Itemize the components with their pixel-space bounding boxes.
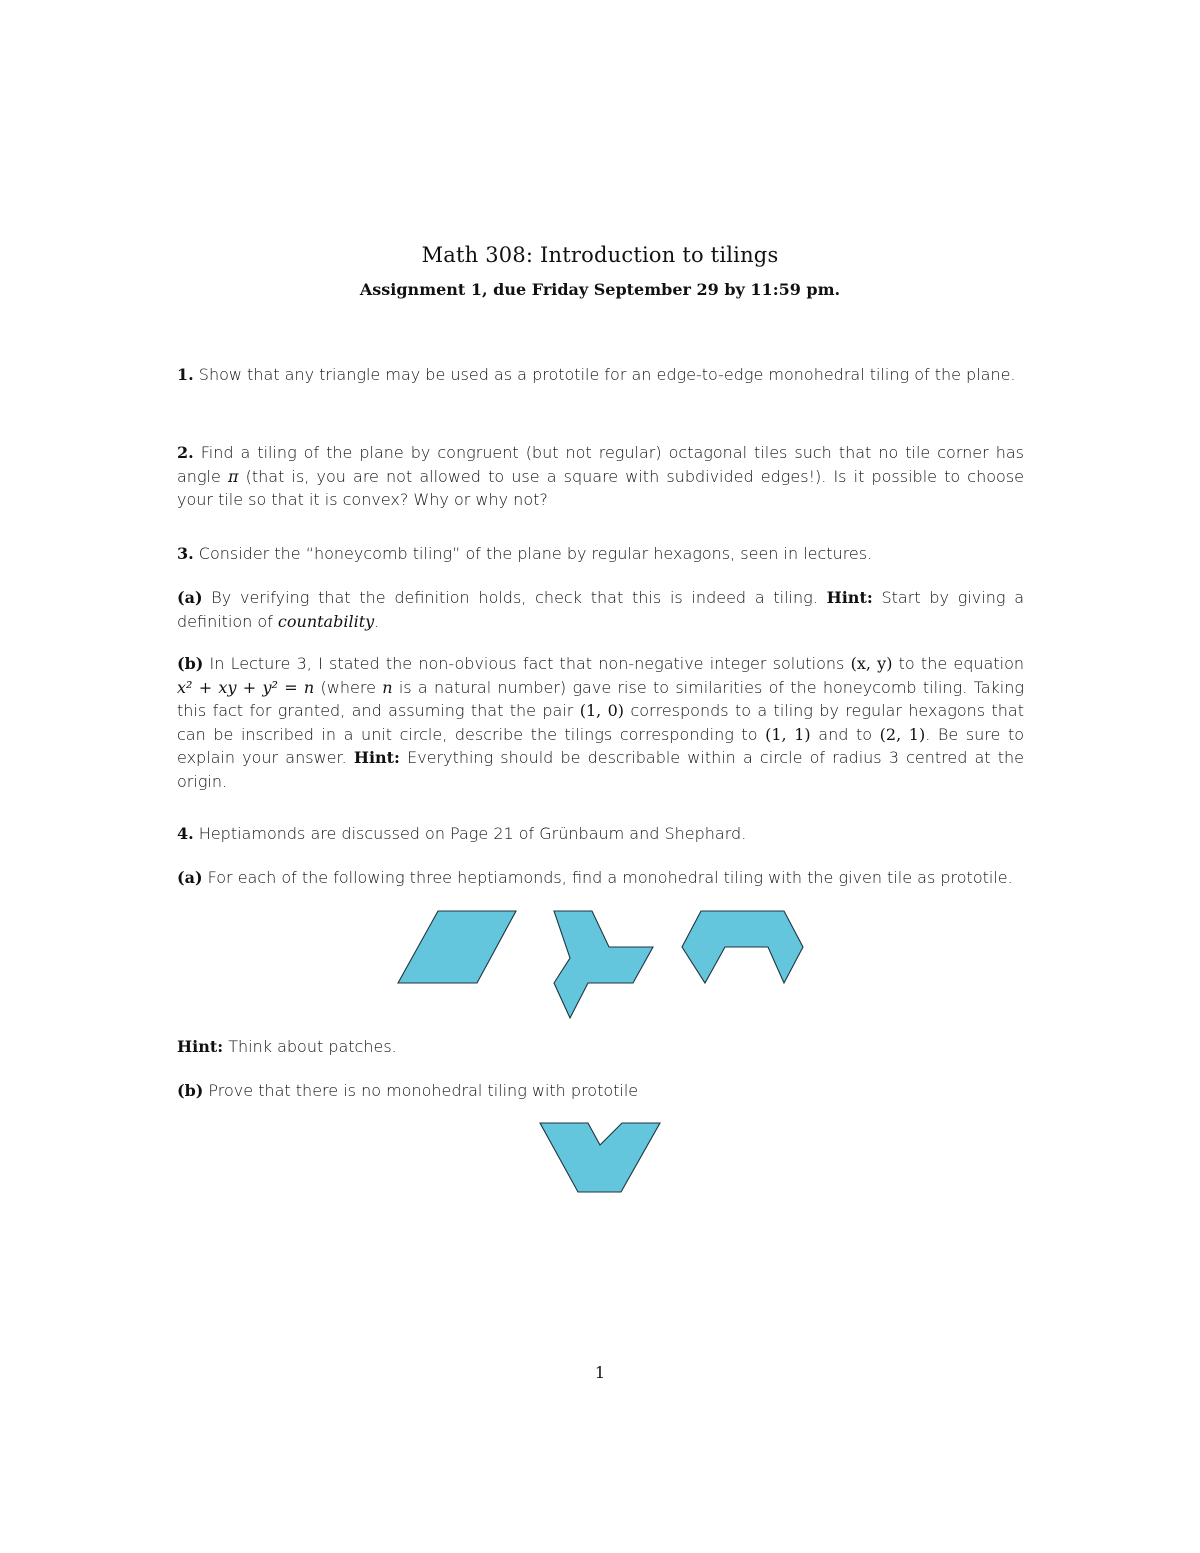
- problem-4-text: Heptiamonds are discussed on Page 21 of Grünbaum and Shephard.: [198, 824, 747, 843]
- problem-3-intro: [177, 542, 1024, 566]
- problem-1-text: Show that any triangle may be used as a prototile for an edge-to-edge monohedral tiling of the plane.: [198, 365, 1016, 384]
- problem-4-number: 4.: [177, 824, 194, 843]
- problem-3b-equation: x² + xy + y² = n: [177, 677, 315, 697]
- problem-4a: [177, 866, 1024, 890]
- problem-3b-hint-label: Hint:: [353, 748, 400, 767]
- problem-3b: [177, 652, 1024, 793]
- problem-3a-hint-end: .: [374, 611, 380, 631]
- problem-3a-hint-text: Start by giving a definition of: [177, 588, 1024, 631]
- heptiamond-tile-3: [682, 911, 803, 983]
- problem-3a-hint-label: Hint:: [826, 588, 873, 607]
- prototile-v-shape: [540, 1123, 660, 1192]
- problem-3b-label: (b): [177, 654, 204, 673]
- problem-2-pi: π: [227, 466, 239, 486]
- problem-1-number: 1.: [177, 365, 194, 384]
- problem-2-text-a: Find a tiling of the plane by congruent (but not regular) octagonal tiles such that no tile corner has angle: [177, 443, 1024, 486]
- problem-3a: [177, 586, 1024, 633]
- problem-4a-text: For each of the following three heptiamonds, find a monohedral tiling with the given tile as prototile.: [207, 868, 1013, 887]
- problem-3a-label: (a): [177, 588, 203, 607]
- problem-3b-n: n: [382, 677, 393, 697]
- assignment-subtitle: Assignment 1, due Friday September 29 by 11:59 pm.: [359, 280, 841, 299]
- heptiamond-tile-1: [398, 911, 516, 983]
- problem-4b: [177, 1079, 1024, 1103]
- problem-3a-hint-term: countability: [277, 611, 375, 631]
- problem-3-number: 3.: [177, 544, 194, 563]
- problem-2-text-b: (that is, you are not allowed to use a square with subdivided edges!). Is it possible to choose your tile so that it is convex? Why or why not?: [177, 466, 1024, 509]
- problem-2: [177, 441, 1024, 512]
- heptiamond-tile-2: [554, 911, 653, 1018]
- page-title: Math 308: Introduction to tilings: [421, 243, 779, 267]
- prototile-v-figure: [530, 1115, 670, 1200]
- problem-3b-text-3: (where: [320, 677, 376, 697]
- problem-4b-text: Prove that there is no monohedral tiling with prototile: [208, 1081, 639, 1100]
- problem-3b-text-2: to the equation: [898, 654, 1024, 673]
- problem-3b-pair-21: (2, 1): [879, 724, 926, 744]
- problem-3b-xy: (x, y): [850, 654, 893, 673]
- problem-3-text: Consider the “honeycomb tiling” of the plane by regular hexagons, seen in lectures.: [198, 544, 873, 563]
- problem-1: [177, 363, 1024, 387]
- problem-3b-text-6: and to: [818, 724, 873, 744]
- problem-4-hint-label: Hint:: [177, 1037, 224, 1056]
- problem-3b-pair-11: (1, 1): [765, 724, 811, 744]
- problem-3a-text: By verifying that the definition holds, check that this is indeed a tiling.: [211, 588, 818, 607]
- problem-3b-pair-10: (1, 0): [579, 701, 625, 720]
- page-number: 1: [594, 1363, 606, 1382]
- problem-4b-label: (b): [177, 1081, 204, 1100]
- problem-3b-text-5: corresponds to a tiling by regular hexagons that can be inscribed in a unit circle, describe the tilings corresponding to: [177, 701, 1024, 744]
- problem-3b-hint-text: Everything should be describable within a circle of radius 3 centred at the origin.: [177, 748, 1024, 791]
- heptiamond-figures: [390, 905, 810, 1025]
- problem-4-intro: [177, 822, 1024, 846]
- problem-4a-label: (a): [177, 868, 203, 887]
- problem-3b-text-1: In Lecture 3, I stated the non-obvious fact that non-negative integer solutions: [209, 654, 845, 673]
- problem-3b-text-7: . Be sure to explain your answer.: [177, 724, 1025, 767]
- problem-3b-text-4: is a natural number) gave rise to similarities of the honeycomb tiling. Taking this fact for granted, and assuming that the pair: [177, 677, 1024, 720]
- problem-2-number: 2.: [177, 443, 194, 462]
- problem-4-hint: [177, 1035, 1024, 1059]
- problem-4-hint-text: Think about patches.: [228, 1037, 397, 1056]
